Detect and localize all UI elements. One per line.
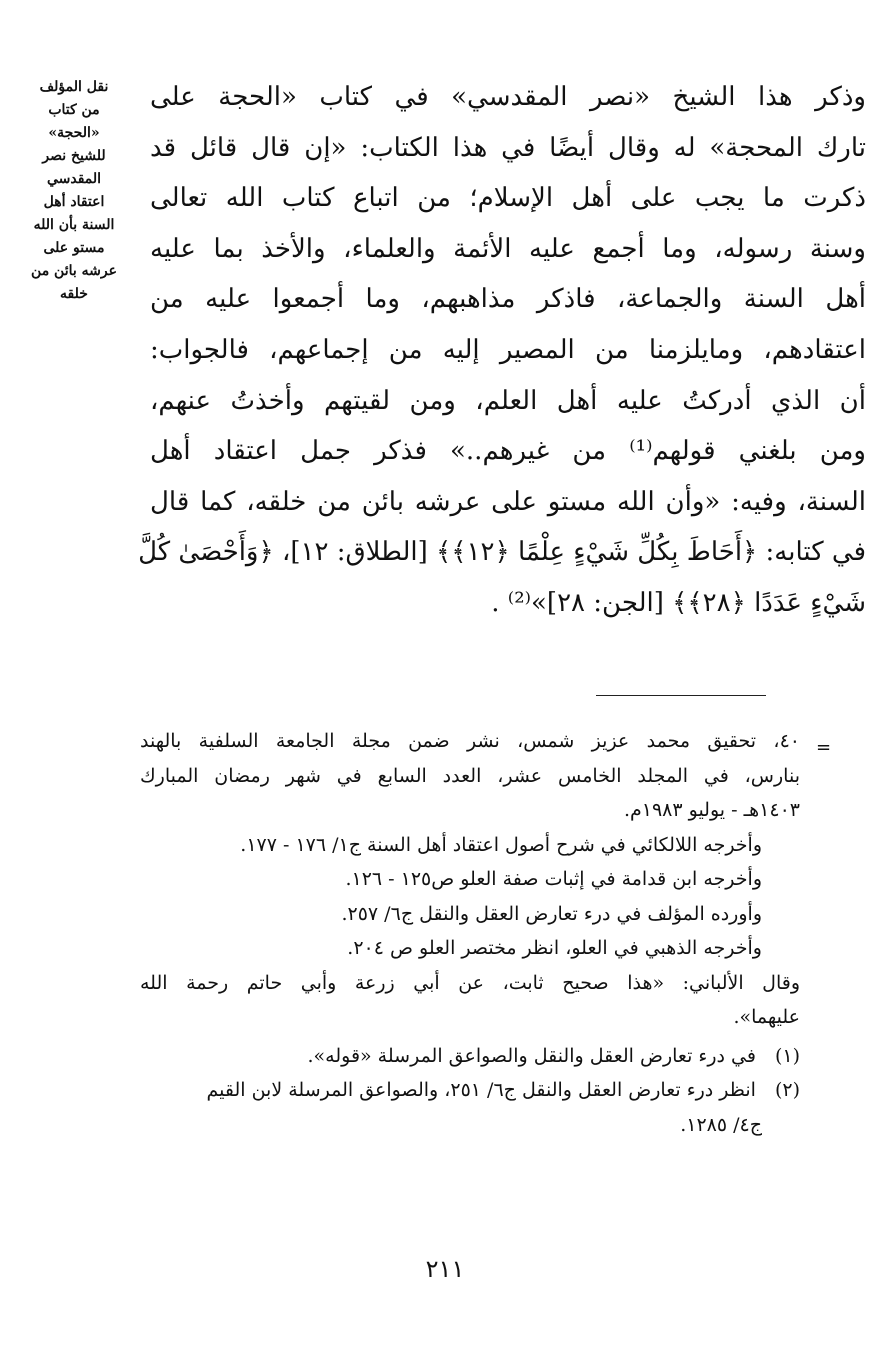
main-text-line: اعتقادهم، ومايلزمنا من المصير إليه من إجماعهم، فالجواب: [150, 334, 866, 365]
footnote-divider [596, 695, 766, 696]
margin-note-line: من كتاب [48, 102, 100, 118]
margin-note-line: المقدسي [46, 171, 102, 187]
footnote-continued-line: وقال الألباني: «هذا صحيح ثابت، عن أبي زرعة وأبي حاتم رحمة الله [140, 971, 800, 994]
margin-note-line: السنة بأن الله [33, 217, 115, 233]
footnote-text: ج٤/ ١٢٨٥. [680, 1113, 762, 1136]
main-text-line: ذكرت ما يجب على أهل الإسلام؛ من اتباع كتاب الله تعالى [150, 183, 866, 214]
footnote-number: (١) [774, 1044, 800, 1067]
margin-note-line: «الحجة» [48, 125, 100, 141]
main-text-line: في كتابه: ﴿أَحَاطَ بِكُلِّ شَيْءٍ عِلْمًا ﴿١٢﴾﴾ [الطلاق: ١٢]، ﴿وَأَحْصَىٰ كُلَّ [138, 537, 866, 568]
margin-note-line: نقل المؤلف [39, 79, 109, 95]
main-text-line: وسنة رسوله، وما أجمع عليه الأئمة والعلماء، والأخذ بما عليه [150, 233, 866, 264]
footnote-continued-line: عليهما». [733, 1006, 800, 1028]
margin-note-line: اعتقاد أهل [43, 194, 105, 210]
margin-note-line: للشيخ نصر [42, 148, 106, 164]
main-text-line: أن الذي أدركتُ عليه أهل العلم، ومن لقيتهم وأخذتُ عنهم، [150, 385, 866, 416]
main-text-line: السنة، وفيه: «وأن الله مستو على عرشه بائن من خلقه، كما قال [150, 486, 866, 517]
footnote-continued-line: ١٤٠٣هـ - يوليو ١٩٨٣م. [623, 799, 800, 821]
main-text-line: أهل السنة والجماعة، فاذكر مذاهبهم، وما أجمعوا عليه من [150, 284, 866, 315]
page-number: ٢١١ [425, 1255, 465, 1283]
main-text-line: ومن بلغني قولهم⁽¹⁾ من غيرهم..» فذكر جمل اعتقاد أهل [150, 436, 866, 467]
footnote-continued-line: وأخرجه ابن قدامة في إثبات صفة العلو ص١٢٥ - ١٢٦. [345, 868, 762, 890]
main-text-line: شَيْءٍ عَدَدًا ﴿٢٨﴾﴾ [الجن: ٢٨]»⁽²⁾ . [491, 587, 866, 618]
footnote-continued-line: وأخرجه الذهبي في العلو، انظر مختصر العلو ص ٢٠٤. [347, 937, 762, 959]
main-text-line: وذكر هذا الشيخ «نصر المقدسي» في كتاب «الحجة على [150, 82, 866, 112]
footnote-continued-line: وأخرجه اللالكائي في شرح أصول اعتقاد أهل السنة ج١/ ١٧٦ - ١٧٧. [240, 833, 762, 856]
continuation-mark: = [816, 737, 832, 758]
footnote-continued-line: وأورده المؤلف في درء تعارض العقل والنقل ج٦/ ٢٥٧. [341, 902, 762, 925]
main-text-line: تارك المحجة» له وقال أيضًا في هذا الكتاب: «إن قال قائل قد [150, 132, 866, 163]
footnote-2 [140, 1073, 800, 1108]
footnote-continued-line: بنارس، في المجلد الخامس عشر، العدد السابع في شهر رمضان المبارك [140, 764, 800, 787]
margin-note [26, 76, 122, 306]
footnotes [140, 724, 800, 1142]
footnote-text: في درء تعارض العقل والنقل والصواعق المرسلة «قوله». [307, 1044, 756, 1067]
footnote-number: (٢) [774, 1079, 800, 1101]
main-text [138, 72, 866, 629]
footnote-text: انظر درء تعارض العقل والنقل ج٦/ ٢٥١، والصواعق المرسلة لابن القيم [206, 1079, 756, 1101]
margin-note-line: مستو على [43, 240, 105, 256]
footnote-1 [140, 1039, 800, 1074]
margin-note-line: خلقه [60, 286, 88, 302]
margin-note-line: عرشه بائن من [31, 263, 117, 279]
footnote-continued-line: ٤٠، تحقيق محمد عزيز شمس، نشر ضمن مجلة الجامعة السلفية بالهند [140, 730, 800, 752]
